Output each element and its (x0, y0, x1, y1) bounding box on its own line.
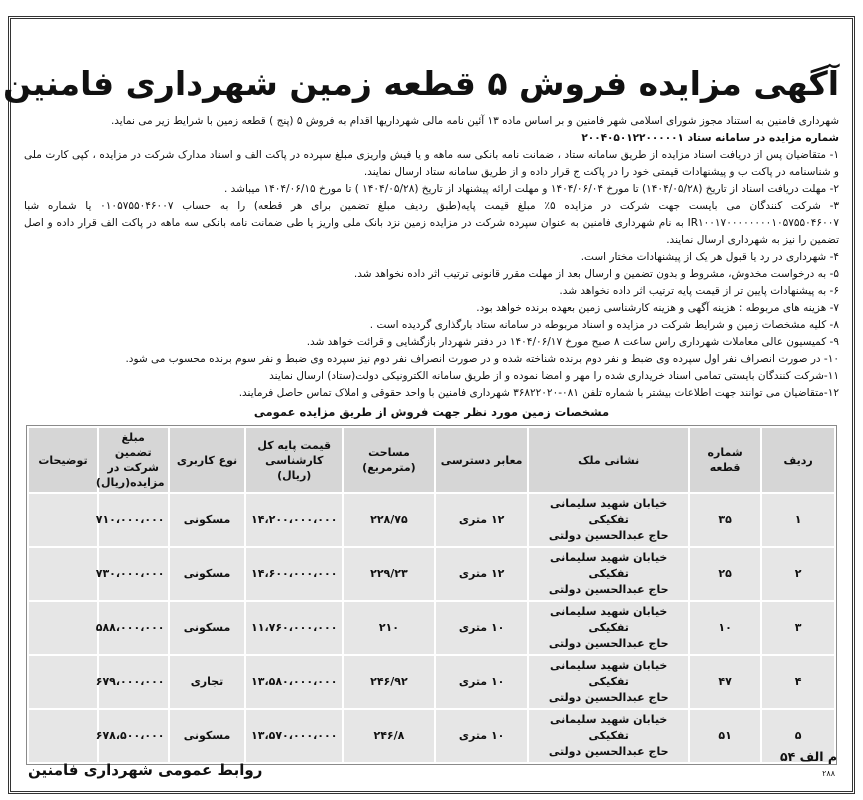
column-header-notes: توضیحات (29, 428, 97, 492)
deposit-cell: ۶۷۸،۵۰۰،۰۰۰ (99, 710, 168, 762)
parcel-number-cell: ۴۷ (690, 656, 760, 708)
column-header-access-road: معابر دسترسی (436, 428, 528, 492)
usage-cell: مسکونی (170, 494, 245, 546)
condition-item-2: ۲- مهلت دریافت اسناد از تاریخ (۱۴۰۴/۰۵/۲۸) تا مورخ ۱۴۰۴/۰۶/۰۴ و مهلت ارائه پیشنهاد از تاریخ (۱۴۰۴/۰۵/۲۸ ) تا مورخ ۱۴۰۴/۰۶/۱۵ میباشد . (223, 183, 839, 195)
address-cell (529, 548, 688, 600)
column-header-row-number: ردیف (762, 428, 834, 492)
table-row (29, 656, 834, 708)
condition-item-10: ۱۰- در صورت انصراف نفر اول سپرده وی ضبط و نفر دوم برنده شناخته شده و در صورت انصراف نفر دوم نیز سپرده وی ضبط و نفر سوم برنده محسوب می شود. (125, 353, 839, 365)
parcel-number-cell: ۳۵ (690, 494, 760, 546)
address-cell (529, 494, 688, 546)
access-road-cell: ۱۲ متری (436, 548, 528, 600)
condition-item-8: ۸- کلیه مشخصات زمین و شرایط شرکت در مزایده و اسناد مربوطه در سامانه ستاد بارگذاری گردیده است . (369, 319, 839, 331)
condition-item-7: ۷- هزینه های مربوطه : هزینه آگهی و هزینه کارشناسی زمین بعهده برنده خواهد بود. (476, 302, 839, 314)
base-price-cell: ۱۳،۵۸۰،۰۰۰،۰۰۰ (246, 656, 341, 708)
column-header-usage: نوع کاربری (170, 428, 245, 492)
usage-cell: مسکونی (170, 548, 245, 600)
notice-footer (24, 747, 839, 791)
notice-title: آگهی مزایده فروش ۵ قطعه زمین شهرداری فامنین (3, 64, 839, 103)
usage-cell: مسکونی (170, 710, 245, 762)
condition-item-3: ۳- شرکت کنندگان می بایست جهت شرکت در مزایده ۵٪ مبلغ قیمت پایه(طبق ردیف مبلغ تضمین برای هر قطعه) را به حساب ۰۱۰۵۷۵۵۰۴۶۰۰۷ یا شماره شبا IR۱۰۰۱۷۰۰۰۰۰۰۰۰۱۰۵۷۵۵۰۴۶۰۰۷ به نام شهرداری فامنین به عنوان سپرده شرکت در مزایده زمین نزد بانک ملی واریز یا طی ضمانت نامه بانکی سه ماهه در پاکت الف قرار داده و اصل تضمین را نیز به شهرداری ارسال نمایند. (24, 200, 840, 246)
base-price-cell: ۱۴،۶۰۰،۰۰۰،۰۰۰ (246, 548, 341, 600)
base-price-cell: ۱۴،۲۰۰،۰۰۰،۰۰۰ (246, 494, 341, 546)
address-cell (529, 602, 688, 654)
area-cell: ۲۲۹/۲۳ (344, 548, 434, 600)
address-line: خیابان شهید سلیمانی تفکیکی (550, 551, 668, 580)
condition-item-1: ۱- متقاضیان پس از دریافت اسناد مزایده از طریق سامانه ستاد ، ضمانت نامه بانکی سه ماهه و یا فیش واریزی مبلغ سپرده در پاکت الف و اسناد مدارک شرکت در مزایده ، کپی کارت ملی و شناسنامه در پاکت ب و پیشنهادات قیمتی خود را در پاکت ج قرار داده و از طریق سامانه ستاد ارسال نمایند. (24, 149, 839, 178)
address-line: خیابان شهید سلیمانی تفکیکی (550, 659, 668, 688)
row-number-cell: ۳ (762, 602, 834, 654)
condition-item-11: ۱۱-شرکت کنندگان بایستی تمامی اسناد خریداری شده را مهر و امضا نموده و از طریق سامانه الکترونیکی دولت(ستاد) ارسال نمایند (269, 370, 839, 382)
access-road-cell: ۱۲ متری (436, 494, 528, 546)
notes-cell (29, 602, 97, 654)
area-cell: ۲۴۶/۸ (344, 710, 434, 762)
column-header-parcel-number: شماره قطعه (690, 428, 760, 492)
address-cell (529, 656, 688, 708)
notice-body (24, 113, 839, 402)
intro-paragraph: شهرداری فامنین به استناد مجوز شورای اسلامی شهر فامنین و بر اساس ماده ۱۳ آئین نامه مالی شهرداریها اقدام به فروش ۵ (پنج ) قطعه زمین با شرایط زیر می نماید. (110, 115, 839, 127)
condition-item-9: ۹- کمیسیون عالی معاملات شهرداری راس ساعت ۸ صبح مورخ ۱۴۰۴/۰۶/۱۷ در دفتر شهردار بازگشایی و قرائت خواهد شد. (306, 336, 839, 348)
column-header-deposit: مبلغ تضمین شرکت در مزایده(ریال) (99, 428, 168, 492)
publisher-signature: روابط عمومی شهرداری فامنین (28, 761, 263, 779)
area-cell: ۲۱۰ (344, 602, 434, 654)
deposit-cell: ۵۸۸،۰۰۰،۰۰۰ (99, 602, 168, 654)
row-number-cell: ۴ (762, 656, 834, 708)
deposit-cell: ۷۳۰،۰۰۰،۰۰۰ (99, 548, 168, 600)
table-header-row (29, 428, 834, 492)
deposit-cell: ۶۷۹،۰۰۰،۰۰۰ (99, 656, 168, 708)
column-header-area: مساحت (مترمربع) (344, 428, 434, 492)
table-title: مشخصات زمین مورد نظر جهت فروش از طریق مزایده عمومی (253, 405, 610, 419)
address-line: خیابان شهید سلیمانی تفکیکی (550, 713, 668, 742)
ad-code: ۲۸۸ (822, 769, 835, 778)
address-line: خیابان شهید سلیمانی تفکیکی (550, 605, 668, 634)
usage-cell: تجاری (170, 656, 245, 708)
parcel-number-cell: ۲۵ (690, 548, 760, 600)
condition-item-4: ۴- شهرداری در رد یا قبول هر یک از پیشنهادات مختار است. (580, 251, 839, 263)
ad-reference-number: م الف ۵۴ (780, 749, 837, 764)
table-row (29, 548, 834, 600)
access-road-cell: ۱۰ متری (436, 656, 528, 708)
notes-cell (29, 548, 97, 600)
address-line: حاج عبدالحسین دولتی (548, 637, 669, 650)
notice-frame (3, 16, 855, 794)
base-price-cell: ۱۳،۵۷۰،۰۰۰،۰۰۰ (246, 710, 341, 762)
row-number-cell: ۵ (762, 710, 834, 762)
address-line: حاج عبدالحسین دولتی (548, 691, 669, 704)
parcel-number-cell: ۱۰ (690, 602, 760, 654)
area-cell: ۲۴۶/۹۲ (344, 656, 434, 708)
condition-item-6: ۶- به پیشنهادات پایین تر از قیمت پایه ترتیب اثر داده نخواهد شد. (559, 285, 839, 297)
auction-number: شماره مزایده در سامانه ستاد ۲۰۰۴۰۵۰۱۲۲۰۰۰۰۰۱ (581, 132, 839, 144)
condition-item-12: ۱۲-متقاضیان می توانند جهت اطلاعات بیشتر با شماره تلفن ۰۸۱-۳۶۸۲۲۰۲۰ شهرداری فامنین با واحد حقوقی و املاک تماس حاصل فرمایند. (238, 387, 839, 399)
condition-item-5: ۵- به درخواست مخدوش، مشروط و بدون تضمین و ارسال بعد از مهلت مقرر قانونی ترتیب اثر داده نخواهد شد. (353, 268, 839, 280)
column-header-address: نشانی ملک (529, 428, 688, 492)
area-cell: ۲۲۸/۷۵ (344, 494, 434, 546)
deposit-cell: ۷۱۰،۰۰۰،۰۰۰ (99, 494, 168, 546)
address-line: حاج عبدالحسین دولتی (548, 745, 669, 758)
table-row (29, 602, 834, 654)
parcel-number-cell: ۵۱ (690, 710, 760, 762)
access-road-cell: ۱۰ متری (436, 602, 528, 654)
row-number-cell: ۱ (762, 494, 834, 546)
address-line: خیابان شهید سلیمانی تفکیکی (550, 497, 668, 526)
base-price-cell: ۱۱،۷۶۰،۰۰۰،۰۰۰ (246, 602, 341, 654)
column-header-base-price: قیمت پایه کل کارشناسی (ریال) (246, 428, 341, 492)
usage-cell: مسکونی (170, 602, 245, 654)
land-parcels-table (26, 425, 837, 765)
notes-cell (29, 494, 97, 546)
notes-cell (29, 656, 97, 708)
row-number-cell: ۲ (762, 548, 834, 600)
table-row (29, 494, 834, 546)
access-road-cell: ۱۰ متری (436, 710, 528, 762)
address-line: حاج عبدالحسین دولتی (548, 529, 669, 542)
address-line: حاج عبدالحسین دولتی (548, 583, 669, 596)
